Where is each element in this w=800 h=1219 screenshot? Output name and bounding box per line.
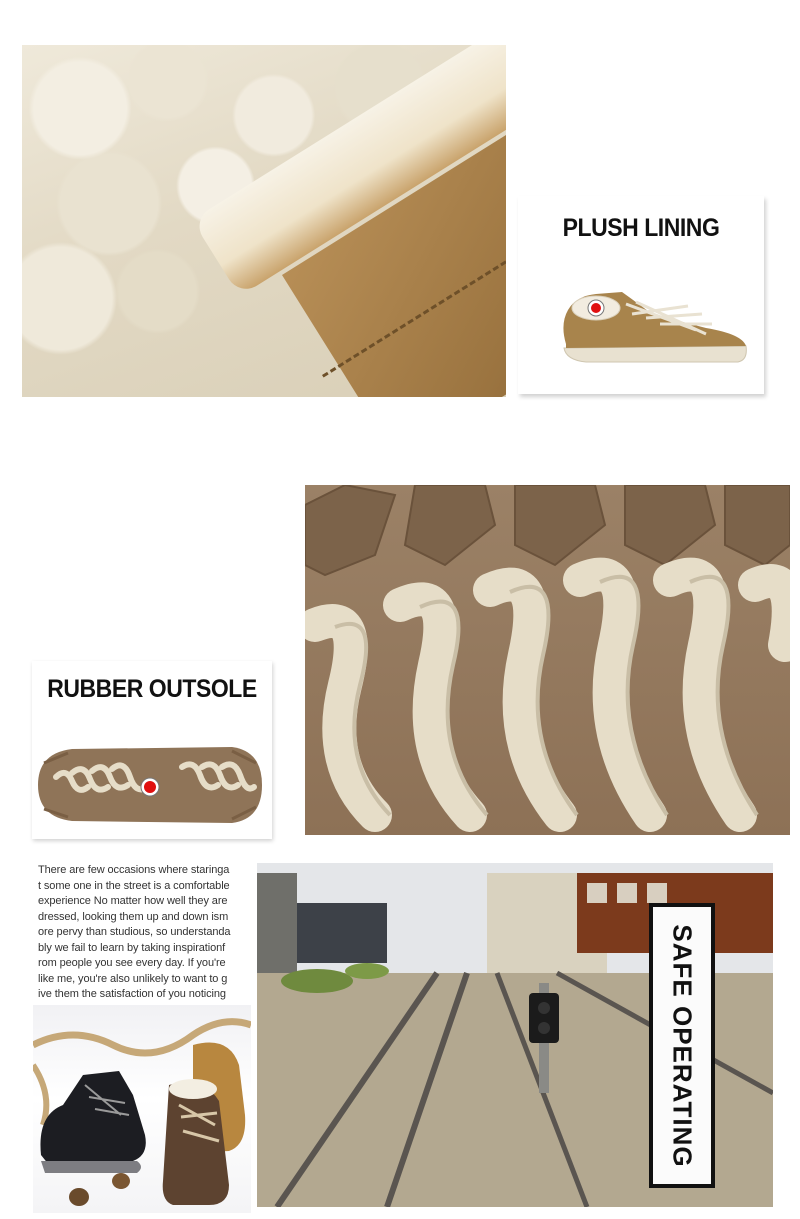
boots-with-rope-photo [33,1005,251,1213]
boots-illustration [33,1005,251,1213]
rubber-outsole-card [32,661,272,839]
red-dot-icon [144,781,156,793]
safe-operating-sign [649,903,715,1188]
story-paragraph: There are few occasions where staringa t some one in the street is a comfortable experience No matter how well they are dressed, looking them up and down ism ore pervy than studious, so understanda bly we fail to learn by taking inspirationf rom people you see every day. If you're like me, you're also unlikely to want to g ive them the satisfaction of you noticing [38,864,231,1000]
red-dot-icon [591,303,601,313]
tread-pattern-image [305,485,790,835]
boot-sole-view-image [32,737,272,833]
boot-side-view-image [556,284,752,370]
safe-operating-sign-text: SAFE OPERATING [667,923,698,1168]
plush-lining-title: PLUSH LINING [562,214,720,242]
plush-lining-card [518,196,764,394]
rubber-outsole-closeup-photo [305,485,790,835]
rubber-outsole-title: RUBBER OUTSOLE [47,675,257,703]
plush-lining-closeup-photo [22,45,506,397]
